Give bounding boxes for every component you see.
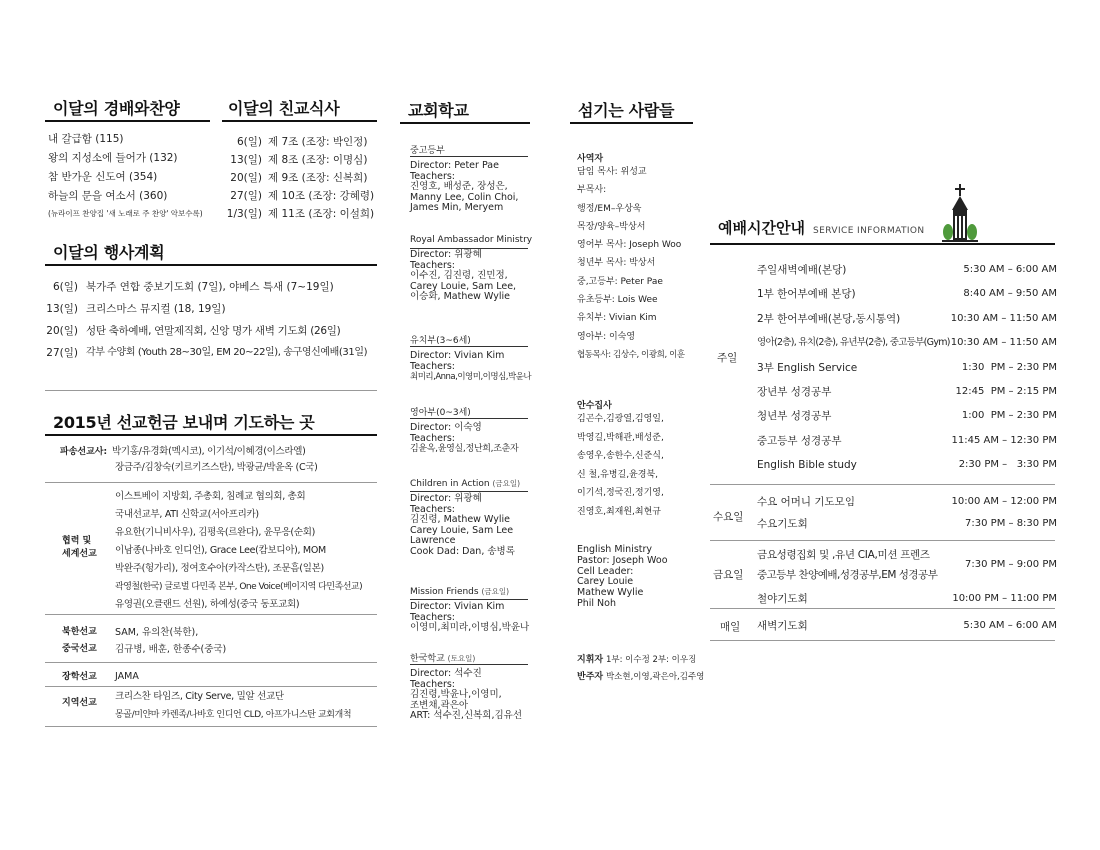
service-subtitle: SERVICE INFORMATION xyxy=(813,226,925,236)
fellowship-date: 13(일) xyxy=(230,154,262,166)
mission-line: 유요한(기니비사우), 김평욱(르완다), 윤무응(순회) xyxy=(115,527,315,538)
mission-line: 이남종(나바호 인디언), Grace Lee(캄보디아), MOM xyxy=(115,545,326,556)
service-divider xyxy=(710,608,1055,609)
fellowship-list xyxy=(222,133,382,223)
cs-line: Cook Dad: Dan, 송병록 xyxy=(410,545,515,557)
mission-line: SAM, 유의찬(북한), xyxy=(115,627,199,638)
service-name: 수요기도회 xyxy=(757,518,808,530)
cs-line: Teachers: xyxy=(410,360,455,372)
mission-group-local xyxy=(115,688,351,724)
event-text: 크리스마스 뮤지컬 (18, 19일) xyxy=(86,303,226,315)
deacon-line: 송영우,송한수,신준식, xyxy=(577,451,664,461)
cs-line: Director: Vivian Kim xyxy=(410,601,505,612)
cs-section-body xyxy=(410,423,518,455)
fellowship-title: 이달의 친교식사 xyxy=(228,99,340,118)
fellowship-date: 27(일) xyxy=(230,190,262,202)
cs-line: Director: 이숙영 xyxy=(410,422,482,433)
fellowship-date: 20(일) xyxy=(230,172,262,184)
service-row xyxy=(757,331,1057,355)
fellowship-rule xyxy=(222,120,377,122)
cs-line: Carey Louie, Sam Lee, xyxy=(410,280,517,292)
service-title: 예배시간안내 xyxy=(718,219,805,237)
service-time: 5:30 AM – 6:00 AM xyxy=(963,264,1057,275)
minister-line: 영아부: 이숙영 xyxy=(577,331,636,342)
missions-title: 2015년 선교헌금 보내며 기도하는 곳 xyxy=(53,413,315,432)
mission-line: 박완주(헝가리), 정여호수아(카작스탄), 조문흠(일본) xyxy=(115,563,324,574)
conductor-label: 지휘자 xyxy=(577,655,604,665)
service-divider xyxy=(710,484,1055,485)
event-date: 13(일) xyxy=(46,303,78,315)
ministers-label: 사역자 xyxy=(577,154,604,164)
mission-line: 김규병, 배훈, 한종수(중국) xyxy=(115,644,227,655)
event-date: 27(일) xyxy=(46,347,78,359)
em-line: Mathew Wylie xyxy=(577,587,644,599)
em-line: Phil Noh xyxy=(577,597,616,609)
cs-line: 최미리,Anna,이영미,이명심,박윤나 xyxy=(410,372,532,382)
accompanist-value: 박소현,이영,곽은아,김주영 xyxy=(605,672,705,682)
cs-line: Teachers: xyxy=(410,170,455,182)
cs-line: Director: Peter Pae xyxy=(410,160,499,171)
cs-line: Carey Louie, Sam Lee xyxy=(410,524,514,536)
mission-line: JAMA xyxy=(115,671,139,682)
church-school-rule xyxy=(400,122,530,124)
event-date: 20(일) xyxy=(46,325,78,337)
cs-line: Teachers: xyxy=(410,432,455,444)
service-name: 새벽기도회 xyxy=(757,620,808,632)
service-row xyxy=(757,380,1057,404)
cs-section-title: Royal Ambassador Ministry xyxy=(410,235,533,245)
cs-line: 김윤옥,윤영실,정난희,조춘자 xyxy=(410,444,519,454)
mission-group-world xyxy=(115,488,362,614)
mission-group-dispatched xyxy=(60,444,318,476)
cs-line: 이수진, 김진령, 진민정, xyxy=(410,270,508,281)
cs-title-text: Mission Friends xyxy=(410,587,479,597)
service-row xyxy=(757,491,1057,513)
mission-label: 북한선교 중국선교 xyxy=(62,627,97,654)
service-sunday-rows xyxy=(757,258,1057,478)
em-line: Carey Louie xyxy=(577,576,634,588)
mission-line: 유영권(오클랜드 선원), 하예성(중국 동포교회) xyxy=(115,599,300,610)
service-row xyxy=(757,559,1057,585)
service-row xyxy=(757,258,1057,282)
service-name: 금요성령집회 및 ,유년 CIA,미션 프렌즈 xyxy=(757,549,930,561)
cs-line: James Min, Meryem xyxy=(410,202,504,213)
fellowship-text: 제 10조 (조장: 강혜령) xyxy=(268,190,375,202)
deacon-line: 박영길,박해관,배성준, xyxy=(577,432,664,443)
service-row xyxy=(757,356,1057,380)
cs-section-rule xyxy=(410,418,528,419)
cs-section-rule xyxy=(410,248,528,249)
cs-line: 김진령,박윤나,이영미, xyxy=(410,689,502,700)
cs-title-text: Children in Action xyxy=(410,479,490,489)
service-time: 1:30 PM – 2:30 PM xyxy=(961,361,1057,373)
service-rule xyxy=(710,243,1055,245)
hymn-item: 왕의 지성소에 들어가 (132) xyxy=(48,152,178,164)
cs-section-title: 중고등부 xyxy=(410,146,445,156)
cs-section-body xyxy=(410,602,529,634)
cs-title-sub: (금요일) xyxy=(492,479,521,488)
church-icon xyxy=(942,184,978,242)
service-time: 7:30 PM – 8:30 PM xyxy=(965,518,1057,529)
events-rule xyxy=(45,264,377,266)
cs-line: Teachers: xyxy=(410,678,455,690)
service-row xyxy=(757,282,1057,306)
cs-line: 이영미,최미라,이명심,박윤나 xyxy=(410,622,530,633)
fellowship-text: 제 7조 (조장: 박인정) xyxy=(268,136,368,148)
deacon-line: 김곤수,김광열,김영일, xyxy=(577,414,664,424)
mission-line: 몽골/미얀마 카렌족/나바호 인디언 CLD, 아프가니스탄 교회개척 xyxy=(115,710,352,720)
em-line: Cell Leader: xyxy=(577,565,634,577)
cs-line: ART: 석수진,신복희,김유선 xyxy=(410,710,523,721)
minister-line: 유초등부: Lois Wee xyxy=(577,295,658,306)
hymn-item: 내 갈급함 (115) xyxy=(48,133,124,145)
minister-line: 담임 목사: 위성교 xyxy=(577,167,647,177)
cs-section-body xyxy=(410,351,531,383)
service-row xyxy=(757,614,1057,638)
fellowship-row xyxy=(222,151,382,169)
mission-line: 곽영철(한국) 글로벌 다민족 본부, One Voice(베이지역 다민족선교) xyxy=(115,582,363,592)
mission-label: 협력 및 세계선교 xyxy=(62,536,97,559)
mission-label: 파송선교사: xyxy=(60,447,108,457)
minister-line: 협동목사: 김상수, 이광희, 이훈 xyxy=(577,349,685,360)
mission-divider xyxy=(45,662,377,663)
event-text: 성탄 축하예배, 연말제직회, 신앙 명가 새벽 기도회 (26일) xyxy=(86,325,341,337)
cs-section-body xyxy=(410,250,532,303)
english-ministry xyxy=(577,545,668,610)
fellowship-row xyxy=(222,187,382,205)
deacons-label: 안수집사 xyxy=(577,401,612,411)
service-daily-rows xyxy=(757,614,1057,638)
mission-line: 이스트베이 지방회, 주총회, 침례교 협의회, 총회 xyxy=(115,491,306,502)
mission-divider xyxy=(45,686,377,687)
event-row xyxy=(45,298,385,320)
service-time: 10:00 PM – 11:00 PM xyxy=(952,593,1057,604)
cs-section-body xyxy=(410,494,520,557)
service-row xyxy=(757,307,1057,331)
minister-line: 부목사: xyxy=(577,185,607,196)
event-row xyxy=(45,342,385,364)
fellowship-text: 제 9조 (조장: 신복희) xyxy=(268,172,368,184)
service-day-daily: 매일 xyxy=(720,621,741,633)
cs-section-youth xyxy=(410,143,518,214)
events-title: 이달의 행사계획 xyxy=(53,243,165,262)
cs-line: Teachers: xyxy=(410,259,455,271)
servants-rule xyxy=(570,122,693,124)
em-line: English Ministry xyxy=(577,544,653,555)
church-school-title: 교회학교 xyxy=(408,101,469,120)
cs-section-cia xyxy=(410,478,520,557)
service-name: English Bible study xyxy=(757,459,857,472)
servants-title: 섬기는 사람들 xyxy=(578,101,675,120)
service-name: 영아(2층), 유치(2층), 유년부(2층), 중고등부(Gym) xyxy=(757,337,950,349)
fellowship-text: 제 8조 (조장: 이명심) xyxy=(268,154,368,166)
service-day-wednesday: 수요일 xyxy=(713,511,744,523)
worship-hymns-list xyxy=(48,130,203,221)
service-time: 12:45 PM – 2:15 PM xyxy=(955,386,1057,398)
cs-line: 이승화, Mathew Wylie xyxy=(410,291,510,302)
service-time: 8:40 AM – 9:50 AM xyxy=(963,288,1057,300)
service-time: 2:30 PM – 3:30 PM xyxy=(958,459,1057,471)
cs-section-infant xyxy=(410,405,518,455)
fellowship-row xyxy=(222,133,382,151)
cs-section-title: 영아부(0~3세) xyxy=(410,408,471,418)
mission-line: 박기홍/유경화(멕시코), 이기석/이혜경(이스라엘) xyxy=(112,446,306,457)
mission-label: 장학선교 xyxy=(62,672,97,682)
deacon-line: 이기석,정국진,정기영, xyxy=(577,488,664,498)
mission-line: 장금주/김창숙(키르키즈스탄), 박광균/박윤옥 (C국) xyxy=(115,462,318,473)
cs-line: Director: 위광혜 xyxy=(410,249,482,260)
cs-line: Teachers: xyxy=(410,611,455,623)
service-time: 10:00 AM – 12:00 PM xyxy=(951,496,1057,507)
cs-line: Lawrence xyxy=(410,535,456,546)
cs-section-rule xyxy=(410,156,528,157)
minister-line: 중,고등부: Peter Pae xyxy=(577,276,663,287)
cs-section-ra xyxy=(410,235,532,303)
service-time: 10:30 AM – 11:50 AM xyxy=(950,312,1057,324)
ministers-list xyxy=(577,163,685,364)
cs-line: Teachers: xyxy=(410,503,455,515)
service-row xyxy=(757,404,1057,428)
service-divider xyxy=(710,640,1055,641)
worship-hymns-title: 이달의 경배와찬양 xyxy=(53,99,180,118)
cs-title-sub: (금요일) xyxy=(481,587,510,596)
service-time: 11:45 AM – 12:30 PM xyxy=(951,434,1057,446)
cs-section-korean-school xyxy=(410,651,522,722)
events-list xyxy=(45,276,385,364)
cs-line: Director: 석수진 xyxy=(410,668,482,679)
cs-title-sub: (토요일) xyxy=(447,654,476,663)
service-row xyxy=(757,589,1057,609)
service-day-sunday: 주일 xyxy=(717,352,738,364)
hymn-item: 참 반가운 신도여 (354) xyxy=(48,171,158,183)
fellowship-date: 6(일) xyxy=(236,136,262,148)
cs-line: Director: 위광혜 xyxy=(410,493,482,504)
cs-section-body xyxy=(410,161,518,214)
service-name: 철야기도회 xyxy=(757,593,808,605)
cs-section-title xyxy=(410,651,522,664)
minister-line: 영어부 목사: Joseph Woo xyxy=(577,240,682,251)
minister-line: 유치부: Vivian Kim xyxy=(577,313,657,324)
service-time: 7:30 PM – 9:00 PM xyxy=(965,559,1057,570)
cs-title-text: 한국학교 xyxy=(410,654,445,664)
service-name: 3부 English Service xyxy=(757,361,858,374)
conductor-row xyxy=(577,652,704,669)
missions-rule xyxy=(45,434,377,436)
minister-line: 목장/양육–박상서 xyxy=(577,221,646,232)
cs-line: 진영호, 배성준, 장성은, xyxy=(410,181,508,192)
fellowship-row xyxy=(222,169,382,187)
service-name: 주일새벽예배(본당) xyxy=(757,264,847,276)
service-name: 장년부 성경공부 xyxy=(757,386,832,399)
service-name: 중고등부 찬양예배,성경공부,EM 성경공부 xyxy=(757,569,938,581)
mission-line: 국내선교부, ATI 신학교(서아프리카) xyxy=(115,509,259,520)
service-name: 중고등부 성경공부 xyxy=(757,434,842,447)
cs-section-body xyxy=(410,669,522,722)
cs-line: Director: Vivian Kim xyxy=(410,350,505,361)
mission-line: 크리스찬 타임즈, City Serve, 밀알 선교단 xyxy=(115,691,284,702)
accompanist-label: 반주자 xyxy=(577,672,604,682)
minister-line: 청년부 목사: 박상서 xyxy=(577,258,656,269)
em-line: Pastor: Joseph Woo xyxy=(577,554,668,566)
event-row xyxy=(45,320,385,342)
service-name: 2부 한어부예배(본당,동시통역) xyxy=(757,312,901,325)
service-name: 청년부 성경공부 xyxy=(757,410,832,423)
cs-section-mission-friends xyxy=(410,586,529,634)
mission-divider xyxy=(45,614,377,615)
mission-group-nk-china xyxy=(115,624,226,658)
cs-section-title xyxy=(410,478,520,489)
cs-section-title xyxy=(410,586,529,597)
fellowship-row xyxy=(222,205,382,223)
cs-line: Manny Lee, Colin Choi, xyxy=(410,191,519,203)
service-time: 1:00 PM – 2:30 PM xyxy=(961,410,1057,422)
service-divider xyxy=(710,540,1055,541)
event-text: 각부 수양회 (Youth 28~30일, EM 20~22일), 송구영신예배(31일) xyxy=(86,347,368,358)
cs-section-title: 유치부(3~6세) xyxy=(410,336,471,346)
service-time: 5:30 AM – 6:00 AM xyxy=(963,620,1057,631)
minister-line: 행정/EM–우상욱 xyxy=(577,203,642,214)
service-friday-rows xyxy=(757,545,1057,609)
deacon-line: 신 철,유병길,윤경북, xyxy=(577,469,658,480)
events-bottom-rule xyxy=(45,390,377,391)
event-text: 북가주 연합 중보기도회 (7일), 야베스 특새 (7~19일) xyxy=(86,281,334,293)
accompanist-row xyxy=(577,669,704,686)
worship-hymns-rule xyxy=(45,120,210,122)
event-date: 6(일) xyxy=(52,281,78,293)
fellowship-date: 1/3(일) xyxy=(226,208,262,220)
cs-line: 김진령, Mathew Wylie xyxy=(410,514,510,525)
service-row xyxy=(757,453,1057,477)
service-row xyxy=(757,513,1057,535)
service-wednesday-rows xyxy=(757,491,1057,535)
cs-line: 조변채,곽은아 xyxy=(410,699,469,711)
service-name: 1부 한어부예배 본당) xyxy=(757,288,856,301)
service-name: 수요 어머니 기도모임 xyxy=(757,496,855,508)
service-day-friday: 금요일 xyxy=(713,569,744,581)
event-row xyxy=(45,276,385,298)
hymn-note: (뉴라이프 찬양집 '새 노래로 주 찬양' 악보수록) xyxy=(48,209,203,218)
music-staff xyxy=(577,652,704,686)
conductor-value: 1부: 이수정 2부: 이우징 xyxy=(605,655,697,665)
cs-section-rule xyxy=(410,491,528,492)
mission-divider xyxy=(45,726,377,727)
mission-label: 지역선교 xyxy=(62,698,97,708)
mission-divider xyxy=(45,482,377,483)
cs-section-rule xyxy=(410,664,528,665)
service-header xyxy=(718,217,925,238)
cs-section-rule xyxy=(410,599,528,600)
deacons-list xyxy=(577,410,664,521)
service-time: 10:30 AM – 11:50 AM xyxy=(950,337,1057,349)
cs-section-rule xyxy=(410,346,528,347)
cs-section-kinder xyxy=(410,333,531,383)
hymn-item: 하늘의 문을 여소서 (360) xyxy=(48,190,168,202)
fellowship-text: 제 11조 (조장: 이설희) xyxy=(268,208,375,220)
deacon-line: 진영호,최재원,최현규 xyxy=(577,506,661,517)
service-row xyxy=(757,429,1057,453)
